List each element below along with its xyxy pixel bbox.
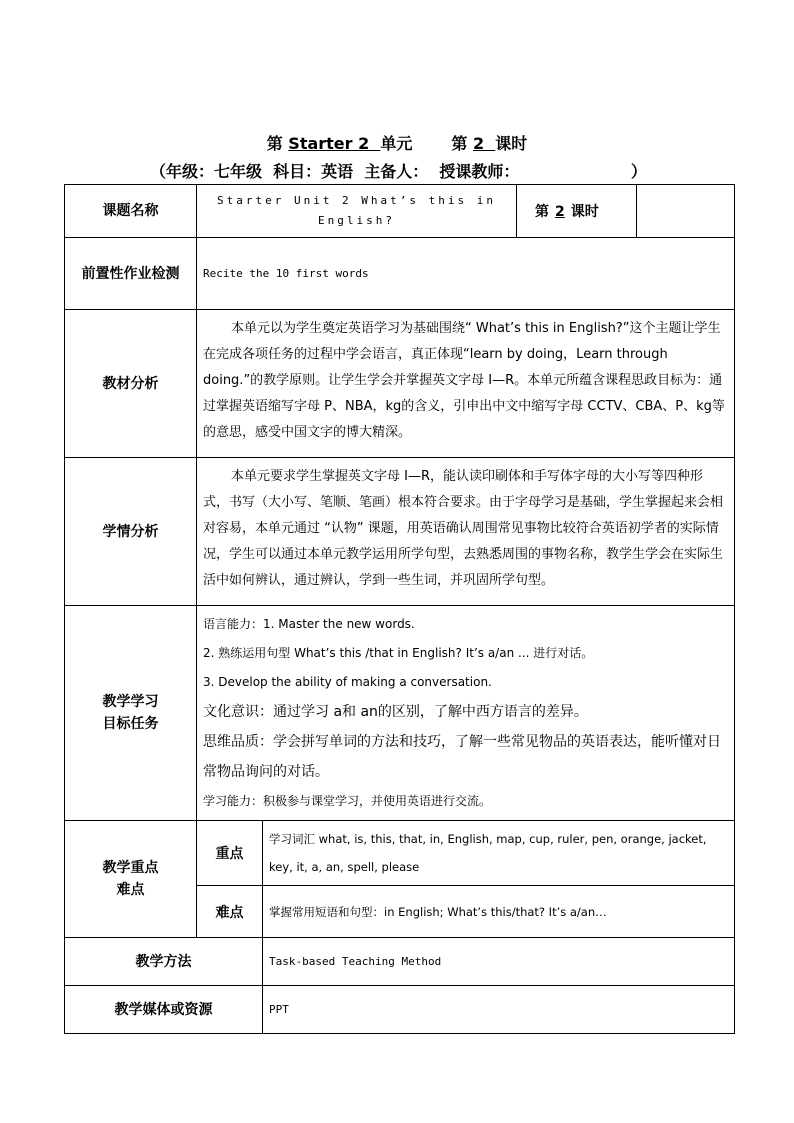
key-points-label-line2: 难点 [116, 882, 145, 898]
goal-line: 学习能力：积极参与课堂学习，并使用英语进行交流。 [203, 794, 492, 808]
goal-line: 语言能力：1. Master the new words. [203, 617, 415, 631]
goals-label [65, 606, 197, 821]
focus-text: 学习词汇 what, is, this, that, in, English, map, cup, ruler, pen, orange, jacket, key, it, a, an, spell, please [263, 821, 735, 886]
material-label: 教材分析 [65, 310, 197, 458]
unit-value: Starter 2 [288, 134, 381, 153]
lesson-plan-title [0, 131, 794, 154]
goal-line: 文化意识：通过学习 a和 an的区别，了解中西方语言的差异。 [203, 704, 588, 720]
lesson-plan-subtitle: （年级：七年级 科目：英语 主备人： 授课教师： ） [150, 162, 647, 181]
focus-label: 重点 [197, 821, 263, 886]
goal-line: 思维品质：学会拼写单词的方法和技巧，了解一些常见物品的英语表达，能听懂对日常物品询问的对话。 [203, 734, 721, 780]
difficulty-text: 掌握常用短语和句型：in English; What’s this/that? It’s a/an… [263, 886, 735, 938]
preview-value: Recite the 10 first words [197, 238, 735, 310]
goal-line: 3. Develop the ability of making a conversation. [203, 675, 492, 689]
topic-lesson-suffix: 课时 [570, 204, 599, 220]
topic-lesson-prefix: 第 [535, 204, 550, 220]
title-lesson-value: 2 [473, 134, 496, 153]
students-text: 本单元要求学生掌握英文字母 I—R，能认读印刷体和手写体字母的大小写等四种形式，书写（大小写、笔顺、笔画）根本符合要求。由于字母学习是基础，学生掌握起来会相对容易，本单元通过 “认物” 课题，用英语确认周围常见事物比较符合英语初学者的实际情况，学生可以通过本单元教学运用所学句型，去熟悉周围的事物名称，教学生学会在实际生活中如何辨认，通过辨认，学到一些生词，并巩固所学句型。 [197, 458, 735, 606]
row-topic [65, 185, 735, 238]
goals-label-line1: 教学学习 [102, 694, 159, 710]
topic-lesson-value: 2 [555, 204, 565, 220]
row-preview [65, 238, 735, 310]
row-material [65, 310, 735, 458]
goals-label-line2: 目标任务 [102, 716, 159, 732]
row-focus [65, 821, 735, 886]
method-label: 教学方法 [65, 938, 263, 986]
title-lesson-suffix: 课时 [495, 134, 528, 153]
material-text: 本单元以为学生奠定英语学习为基础围绕“ What’s this in English?”这个主题让学生在完成各项任务的过程中学会语言，真正体现“learn by doing，Learn through doing.”的教学原则。让学生学会并掌握英文字母 I—R。本单元所蕴含课程思政目标为：通过掌握英语缩写字母 P、NBA，kg的含义，引申出中文中缩写字母 CCTV、CBA、P、kg等的意思，感受中国文字的博大精深。 [197, 310, 735, 458]
goals-content [197, 606, 735, 821]
topic-empty-cell [637, 185, 735, 238]
method-value: Task-based Teaching Method [263, 938, 735, 986]
row-media [65, 986, 735, 1034]
goal-line: 2. 熟练运用句型 What’s this /that in English? It’s a/an ... 进行对话。 [203, 646, 594, 660]
media-value: PPT [263, 986, 735, 1034]
unit-prefix: 第 [266, 134, 283, 153]
row-method [65, 938, 735, 986]
topic-label: 课题名称 [65, 185, 197, 238]
topic-value: Starter Unit 2 What’s this in English? [197, 185, 517, 238]
media-label: 教学媒体或资源 [65, 986, 263, 1034]
row-goals [65, 606, 735, 821]
key-points-label-line1: 教学重点 [102, 860, 159, 876]
students-label: 学情分析 [65, 458, 197, 606]
preview-label: 前置性作业检测 [65, 238, 197, 310]
unit-suffix: 单元 [380, 134, 413, 153]
row-students [65, 458, 735, 606]
lesson-plan-table [64, 184, 735, 1034]
title-lesson-prefix: 第 [451, 134, 468, 153]
key-points-label [65, 821, 197, 938]
difficulty-label: 难点 [197, 886, 263, 938]
topic-lesson [517, 185, 637, 238]
